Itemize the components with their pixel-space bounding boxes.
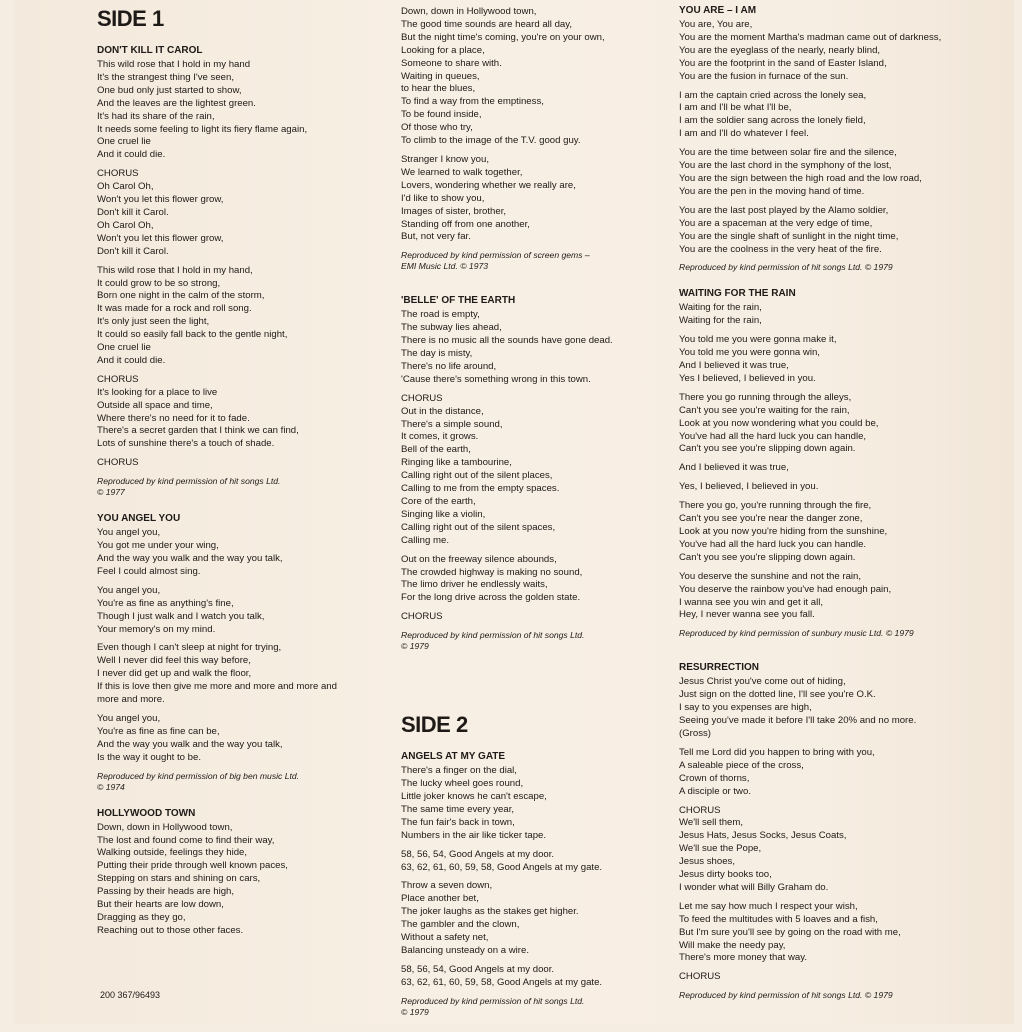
stanza <box>679 500 979 565</box>
lyric-line: You angel you, <box>97 527 161 539</box>
stanza <box>679 747 979 799</box>
lyric-line: There is no music all the sounds have gone dead. <box>401 335 613 347</box>
lyric-line: Calling me. <box>401 534 449 546</box>
lyric-line: But, not very far. <box>401 231 471 243</box>
lyric-line: And it could die. <box>97 149 166 161</box>
lyric-line: And I believed it was true, <box>679 360 789 372</box>
lyric-line: Down, down in Hollywood town, <box>97 821 233 833</box>
lyric-line: You are the footprint in the sand of Easter Island, <box>679 57 887 69</box>
column-1 <box>97 6 377 952</box>
lyric-line: You are the eyeglass of the nearly, nearly blind, <box>679 44 881 56</box>
lyric-line: Can't you see you're waiting for the rain, <box>679 404 850 416</box>
permission-credit <box>679 990 979 1001</box>
lyric-line: You are the last post played by the Alamo soldier, <box>679 204 889 216</box>
lyric-line: The lost and found come to find their way, <box>97 834 275 846</box>
lyric-line: I'd like to show you, <box>401 192 485 204</box>
credit-line: Reproduced by kind permission of hit songs Ltd. © 1979 <box>679 990 893 1001</box>
lyric-line: You are the moment Martha's madman came out of darkness, <box>679 31 942 43</box>
lyric-line: Passing by their heads are high, <box>97 886 235 898</box>
lyric-line: The subway lies ahead, <box>401 322 502 334</box>
lyric-line: There's no life around, <box>401 360 497 372</box>
stanza <box>679 481 979 494</box>
lyric-line: You are the sign between the high road and the low road, <box>679 172 922 184</box>
lyric-line: Looking for a place, <box>401 44 485 56</box>
lyric-line: 58, 56, 54, Good Angels at my door. <box>401 848 555 860</box>
lyric-line: It comes, it grows. <box>401 431 479 443</box>
lyric-line: We'll sue the Pope, <box>679 843 762 855</box>
lyric-line: Down, down in Hollywood town, <box>401 6 537 17</box>
lyric-line: There's more money that way. <box>679 952 808 964</box>
lyric-line: You've had all the hard luck you can handle. <box>679 538 867 550</box>
lyric-line: It's had its share of the rain, <box>97 110 215 122</box>
credit-line: Reproduced by kind permission of big ben music Ltd. <box>97 770 300 781</box>
lyric-line: Waiting for the rain, <box>679 302 762 314</box>
lyric-line: And the leaves are the lightest green. <box>97 97 256 109</box>
lyric-line: Outside all space and time, <box>97 399 213 411</box>
stanza <box>401 765 661 842</box>
lyric-line: You are the last chord in the symphony of the lost, <box>679 160 892 172</box>
lyric-line: You're as fine as fine can be, <box>97 725 220 737</box>
lyric-line: Jesus Christ you've come out of hiding, <box>679 676 846 688</box>
lyric-line: Tell me Lord did you happen to bring with you, <box>679 746 875 758</box>
stanza <box>401 309 661 386</box>
lyric-line: I am and I'll do whatever I feel. <box>679 128 809 140</box>
song-title: YOU ANGEL YOU <box>97 513 181 525</box>
stanza <box>401 880 661 957</box>
lyric-line: Is the way it ought to be. <box>97 751 201 763</box>
lyric-line: You got me under your wing, <box>97 540 219 552</box>
lyric-line: It needs some feeling to light its fiery flame again, <box>97 123 308 135</box>
lyric-line: Feel I could almost sing. <box>97 565 201 577</box>
credit-line: Reproduced by kind permission of screen gems – <box>401 250 590 261</box>
lyric-line: The crowded highway is making no sound, <box>401 566 583 578</box>
lyric-line: Throw a seven down, <box>401 880 493 892</box>
lyric-line: You are a spaceman at the very edge of time, <box>679 217 873 229</box>
permission-credit <box>97 476 377 498</box>
side-2-songs <box>401 750 661 1018</box>
lyric-line: Out in the distance, <box>401 405 484 417</box>
song-title: DON'T KILL IT CAROL <box>97 45 203 56</box>
lyric-line: The lucky wheel goes round, <box>401 778 524 790</box>
credit-line: Reproduced by kind permission of hit songs Ltd. <box>401 630 585 641</box>
lyric-line: Waiting in queues, <box>401 70 480 82</box>
permission-credit <box>679 262 979 273</box>
lyric-line: To find a way from the emptiness, <box>401 96 544 108</box>
lyric-line: CHORUS <box>679 804 721 816</box>
lyric-line: Don't kill it Carol. <box>97 245 169 257</box>
lyric-line: Standing off from one another, <box>401 218 530 230</box>
lyric-line: I am the soldier sang across the lonely field, <box>679 115 866 127</box>
lyric-line: It could grow to be so strong, <box>97 277 221 289</box>
lyric-line: It could so easily fall back to the gentle night, <box>97 329 288 341</box>
lyric-line: Jesus Hats, Jesus Socks, Jesus Coats, <box>679 830 847 842</box>
stanza <box>679 462 979 475</box>
lyric-line: 63, 62, 61, 60, 59, 58, Good Angels at my gate. <box>401 976 603 988</box>
lyric-line: Your memory's on my mind. <box>97 623 216 635</box>
lyric-line: Won't you let this flower grow, <box>97 194 224 206</box>
stanza <box>679 805 979 895</box>
lyric-line: This wild rose that I hold in my hand <box>97 59 251 70</box>
song <box>679 4 979 273</box>
lyric-line: You are the single shaft of sunlight in the night time, <box>679 230 899 242</box>
lyric-line: Crown of thorns, <box>679 772 750 784</box>
stanza <box>679 676 979 741</box>
lyric-line: If this is love then give me more and more and more and <box>97 681 337 693</box>
lyric-line: I am and I'll be what I'll be, <box>679 102 792 114</box>
catalog-number: 200 367/96493 <box>100 990 161 1000</box>
lyric-line: Balancing unsteady on a wire. <box>401 944 529 956</box>
lyric-line: Calling right out of the silent spaces, <box>401 521 556 533</box>
song-title: WAITING FOR THE RAIN <box>679 288 796 300</box>
lyric-line: This wild rose that I hold in my hand, <box>97 264 253 276</box>
lyric-line: Seeing you've made it before I'll take 20% and no more. <box>679 715 917 727</box>
lyric-line: The day is misty, <box>401 348 473 360</box>
lyric-line: Jesus shoes, <box>679 856 735 868</box>
lyric-line: Stranger I know you, <box>401 153 489 165</box>
lyric-line: Can't you see you're near the danger zone, <box>679 513 863 525</box>
stanza <box>401 849 661 875</box>
song-title: YOU ARE – I AM <box>679 5 757 16</box>
lyric-line: CHORUS <box>97 168 139 180</box>
lyric-line: To be found inside, <box>401 109 482 121</box>
lyric-line: The gambler and the clown, <box>401 919 520 931</box>
side-1-heading: SIDE 1 <box>97 6 164 31</box>
stanza <box>401 154 661 244</box>
stanza <box>97 265 377 368</box>
lyric-line: Yes I believed, I believed in you. <box>679 372 816 384</box>
lyric-line: A disciple or two. <box>679 785 751 797</box>
lyric-line: CHORUS <box>97 373 139 385</box>
lyric-line: There's a simple sound, <box>401 418 503 430</box>
lyric-line: The road is empty, <box>401 309 480 321</box>
stanza <box>679 334 979 386</box>
lyric-line: You told me you were gonna make it, <box>679 334 837 346</box>
lyric-line: I never did get up and walk the floor, <box>97 668 252 680</box>
lyric-line: 'Cause there's something wrong in this town. <box>401 373 591 385</box>
credit-line: Reproduced by kind permission of hit songs Ltd. <box>97 476 281 487</box>
lyric-line: For the long drive across the golden state. <box>401 592 581 604</box>
song <box>97 807 377 938</box>
lyric-line: Won't you let this flower grow, <box>97 232 224 244</box>
stanza <box>401 964 661 990</box>
stanza <box>97 527 377 579</box>
stanza <box>679 90 979 142</box>
stanza <box>679 302 979 328</box>
lyric-line: Though I just walk and I watch you talk, <box>97 610 265 622</box>
stanza <box>97 457 377 470</box>
column-2-songs <box>401 6 661 652</box>
lyric-line: Just sign on the dotted line, I'll see you're O.K. <box>679 689 876 701</box>
lyric-line: It was made for a rock and roll song. <box>97 303 252 315</box>
stanza <box>401 393 661 548</box>
lyric-line: One bud only just started to show, <box>97 84 242 96</box>
lyric-line: You angel you, <box>97 712 161 724</box>
lyric-line: We learned to walk together, <box>401 166 523 178</box>
lyric-line: There's a finger on the dial, <box>401 765 517 777</box>
lyric-line: It's only just seen the light, <box>97 316 210 328</box>
lyric-line: 63, 62, 61, 60, 59, 58, Good Angels at my gate. <box>401 861 603 873</box>
song <box>679 661 979 1001</box>
lyric-line: Let me say how much I respect your wish, <box>679 900 858 912</box>
credit-line: © 1979 <box>401 1006 429 1017</box>
song <box>97 44 377 498</box>
lyric-line: Someone to share with. <box>401 57 502 69</box>
lyric-line: You told me you were gonna win, <box>679 347 820 359</box>
lyric-line: Calling to me from the empty spaces. <box>401 483 560 495</box>
stanza <box>401 554 661 606</box>
song <box>97 512 377 792</box>
song-title: HOLLYWOOD TOWN <box>97 807 196 819</box>
stanza <box>679 392 979 457</box>
stanza <box>97 713 377 765</box>
song <box>401 750 661 1018</box>
column-2 <box>401 6 661 1032</box>
lyric-line: The fun fair's back in town, <box>401 816 515 828</box>
lyric-line: 58, 56, 54, Good Angels at my door. <box>401 963 555 975</box>
lyric-line: to hear the blues, <box>401 83 476 95</box>
lyric-line: You are the time between solar fire and the silence, <box>679 147 897 159</box>
lyric-line: CHORUS <box>401 611 443 623</box>
lyric-line: Without a safety net, <box>401 932 489 944</box>
lyric-line: Putting their pride through well known paces, <box>97 860 288 872</box>
lyric-line: It's the strangest thing I've seen, <box>97 71 234 83</box>
side-2-heading: SIDE 2 <box>401 712 468 738</box>
stanza <box>97 642 377 707</box>
lyric-line: You deserve the sunshine and not the rain, <box>679 570 862 582</box>
lyric-line: You are the fusion in furnace of the sun. <box>679 70 849 82</box>
song <box>401 294 661 652</box>
stanza <box>679 901 979 966</box>
lyric-line: Ringing like a tambourine, <box>401 457 512 469</box>
lyric-line: The joker laughs as the stakes get higher. <box>401 906 579 918</box>
stanza <box>679 205 979 257</box>
lyric-line: And the way you walk and the way you talk, <box>97 553 283 564</box>
lyric-line: A saleable piece of the cross, <box>679 759 804 771</box>
credit-line: © 1979 <box>401 641 429 652</box>
lyric-line: Little joker knows he can't escape, <box>401 790 547 802</box>
lyric-line: There you go running through the alleys, <box>679 391 852 403</box>
stanza <box>401 6 661 148</box>
lyric-line: Oh Carol Oh, <box>97 181 154 193</box>
stanza <box>679 147 979 199</box>
song <box>401 6 661 272</box>
lyric-line: CHORUS <box>679 971 721 983</box>
stanza <box>401 611 661 624</box>
lyric-line: Out on the freeway silence abounds, <box>401 553 557 565</box>
lyric-line: Well I never did feel this way before, <box>97 655 251 667</box>
lyric-line: Can't you see you're slipping down again. <box>679 443 856 455</box>
lyric-line: Jesus dirty books too, <box>679 869 772 881</box>
lyric-line: You are, You are, <box>679 19 753 30</box>
permission-credit <box>679 628 979 639</box>
lyric-line: Hey, I never wanna see you fall. <box>679 609 815 621</box>
lyric-line: Images of sister, brother, <box>401 205 507 217</box>
stanza <box>97 168 377 258</box>
stanza <box>97 822 377 938</box>
lyric-line: There's a secret garden that I think we can find, <box>97 425 299 437</box>
permission-credit <box>97 771 377 793</box>
lyric-line: I say to you expenses are high, <box>679 702 812 714</box>
lyric-line: You are the pen in the moving hand of time. <box>679 185 865 197</box>
lyric-line: Numbers in the air like ticker tape. <box>401 829 547 841</box>
lyric-line: Of those who try, <box>401 122 473 134</box>
lyric-line: You're as fine as anything's fine, <box>97 597 234 609</box>
lyric-line: (Gross) <box>679 727 711 739</box>
credit-line: Reproduced by kind permission of sunbury music Ltd. © 1979 <box>679 628 914 639</box>
lyric-line: To climb to the image of the T.V. good guy. <box>401 135 581 147</box>
lyric-line: Where there's no need for it to fade. <box>97 412 250 424</box>
lyric-line: To feed the multitudes with 5 loaves and a fish, <box>679 913 878 925</box>
lyric-line: Singing like a violin, <box>401 508 486 520</box>
lyric-line: Will make the needy pay, <box>679 939 786 951</box>
lyric-line: Core of the earth, <box>401 496 476 507</box>
column-3 <box>679 4 979 1015</box>
lyric-line: And the way you walk and the way you talk, <box>97 738 283 750</box>
lyric-line: Dragging as they go, <box>97 911 186 923</box>
lyric-line: One cruel lie <box>97 342 151 354</box>
lyric-line: Can't you see you're slipping down again. <box>679 551 856 563</box>
lyric-line: The good time sounds are heard all day, <box>401 18 573 30</box>
lyric-line: But I'm sure you'll see by going on the road with me, <box>679 926 901 938</box>
lyric-line: We'll sell them, <box>679 817 744 829</box>
lyric-line: The same time every year, <box>401 803 515 815</box>
lyric-line: You deserve the rainbow you've had enough pain, <box>679 583 892 595</box>
lyric-line: more and more. <box>97 694 165 706</box>
permission-credit <box>401 630 661 652</box>
credit-line: © 1977 <box>97 487 125 498</box>
song-title: ANGELS AT MY GATE <box>401 751 506 763</box>
lyric-line: It's looking for a place to live <box>97 386 218 398</box>
lyric-line: And it could die. <box>97 354 166 366</box>
lyric-line: Calling right out of the silent places, <box>401 470 553 482</box>
lyric-line: But the night time's coming, you're on your own, <box>401 31 605 43</box>
permission-credit <box>401 250 661 272</box>
lyric-line: Reaching out to those other faces. <box>97 924 244 936</box>
song-title: RESURRECTION <box>679 662 760 674</box>
lyric-line: Stepping on stars and shining on cars, <box>97 873 261 885</box>
lyric-line: Oh Carol Oh, <box>97 219 154 231</box>
lyric-line: Born one night in the calm of the storm, <box>97 290 265 302</box>
lyric-line: Look at you now you're hiding from the sunshine, <box>679 526 888 537</box>
stanza <box>97 585 377 637</box>
lyric-line: Bell of the earth, <box>401 444 471 456</box>
lyric-line: I am the captain cried across the lonely sea, <box>679 89 867 101</box>
song-title: 'BELLE' OF THE EARTH <box>401 295 516 307</box>
lyric-line: The limo driver he endlessly waits, <box>401 579 548 591</box>
lyric-line: And I believed it was true, <box>679 462 789 474</box>
lyric-line: Lots of sunshine there's a touch of shade. <box>97 438 275 450</box>
lyric-line: I wonder what will Billy Graham do. <box>679 881 829 893</box>
lyric-line: Even though I can't sleep at night for trying, <box>97 642 282 654</box>
lyric-line: You've had all the hard luck you can handle, <box>679 430 867 442</box>
lyric-line: Waiting for the rain, <box>679 315 762 327</box>
stanza <box>679 971 979 984</box>
credit-line: EMI Music Ltd. © 1973 <box>401 261 489 272</box>
lyric-line: But their hearts are low down, <box>97 899 224 911</box>
stanza <box>679 571 979 623</box>
lyric-line: Don't kill it Carol. <box>97 206 169 218</box>
lyric-line: You are the coolness in the very heat of the fire. <box>679 243 882 255</box>
credit-line: Reproduced by kind permission of hit songs Ltd. © 1979 <box>679 262 893 273</box>
lyric-line: Yes, I believed, I believed in you. <box>679 481 819 493</box>
lyric-line: CHORUS <box>97 457 139 469</box>
stanza <box>679 19 979 84</box>
credit-line: Reproduced by kind permission of hit songs Ltd. <box>401 995 585 1006</box>
stanza <box>97 374 377 451</box>
credit-line: © 1974 <box>97 781 125 792</box>
permission-credit <box>401 996 661 1018</box>
lyric-line: I wanna see you win and get it all, <box>679 596 823 608</box>
lyric-line: Walking outside, feelings they hide, <box>97 847 248 859</box>
lyric-line: Lovers, wondering whether we really are, <box>401 179 576 191</box>
column-3-songs <box>679 4 979 1001</box>
lyric-line: Look at you now wondering what you could be, <box>679 417 879 429</box>
song <box>679 287 979 639</box>
lyric-line: One cruel lie <box>97 136 151 148</box>
lyric-line: CHORUS <box>401 392 443 404</box>
lyric-line: There you go, you're running through the fire, <box>679 500 872 512</box>
stanza <box>97 59 377 162</box>
lyric-line: You angel you, <box>97 584 161 596</box>
lyric-line: Place another bet, <box>401 893 479 905</box>
side-1-songs <box>97 44 377 938</box>
